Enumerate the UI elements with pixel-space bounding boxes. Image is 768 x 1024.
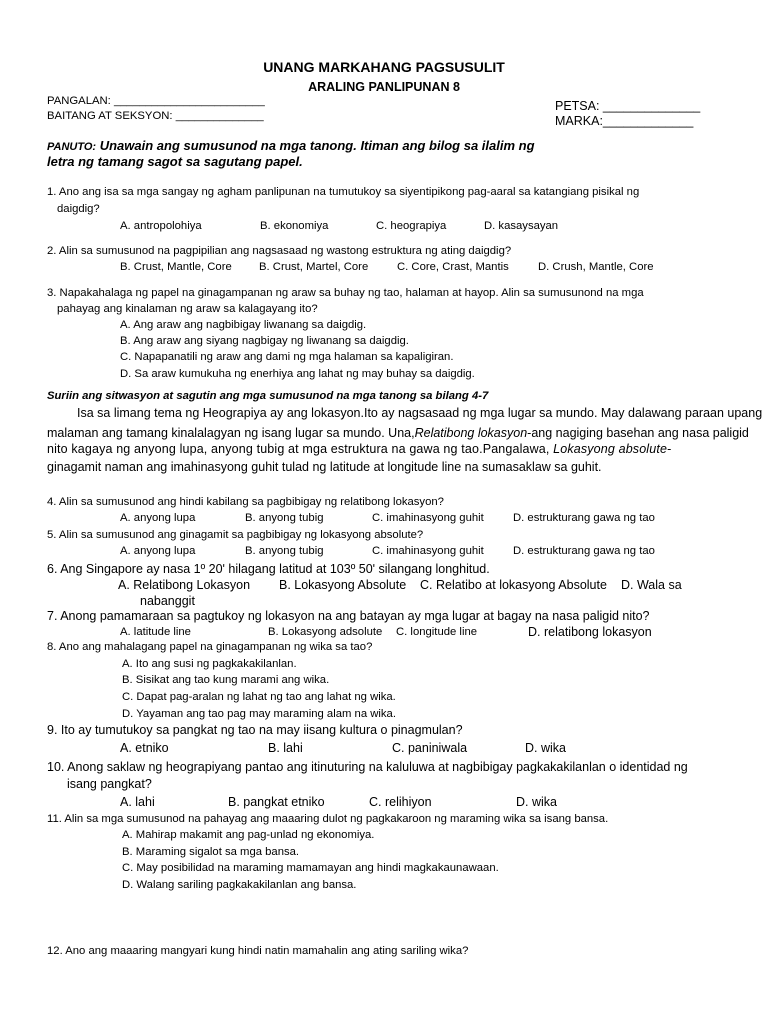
relative-location-term: Relatibong lokasyon [414, 426, 528, 440]
situation-line-1: Isa sa limang tema ng Heograpiya ay ang lokasyon.Ito ay nagsasaad ng mga lugar sa mundo. May dalawang paraan upang [77, 406, 763, 420]
question-3: 3. Napakahalaga ng papel na ginagampanan ng araw sa buhay ng tao, halaman at hayop. Alin sa sumusunond na mga [47, 287, 644, 299]
situation-line-2c: -ang nagiging basehan ang nasa paligid [527, 426, 749, 440]
situation-line-3c: - [667, 442, 672, 456]
q4-choice-a: A. anyong lupa [120, 512, 196, 524]
situation-line-2 [47, 426, 749, 440]
q10-choice-b: B. pangkat etniko [228, 795, 325, 809]
q8-choice-d: D. Yayaman ang tao pag may maraming alam na wika. [122, 708, 396, 720]
q2-choice-b: B. Crust, Martel, Core [259, 261, 369, 273]
q9-choice-b: B. lahi [268, 741, 303, 755]
q8-choice-c: C. Dapat pag-aralan ng lahat ng tao ang lahat ng wika. [122, 691, 396, 703]
q7-choice-b: B. Lokasyong adsolute [268, 626, 383, 638]
grade-section-field: BAITANG AT SEKSYON: ______________ [47, 110, 264, 122]
q10-choice-c: C. relihiyon [369, 795, 432, 809]
question-3-cont: pahayag ang kinalaman ng araw sa kalagayang ito? [57, 303, 318, 315]
question-1-cont: daigdig? [57, 203, 100, 215]
exam-subject: ARALING PANLIPUNAN 8 [308, 80, 460, 94]
question-11: 11. Alin sa mga sumusunod na pahayag ang maaaring dulot ng pagkakaroon ng maraming wika sa isang bansa. [47, 813, 609, 825]
q9-choice-c: C. paniniwala [392, 741, 468, 755]
q1-choice-d: D. kasaysayan [484, 220, 559, 232]
q4-choice-b: B. anyong tubig [245, 512, 324, 524]
q5-choice-a: A. anyong lupa [120, 545, 196, 557]
question-7: 7. Anong pamamaraan sa pagtukoy ng lokasyon na ang batayan ay mga lugar at bagay na nasa paligid nito? [47, 609, 650, 623]
q10-choice-a: A. lahi [120, 795, 155, 809]
instructions-text: Unawain ang sumusunod na mga tanong. Itiman ang bilog sa ilalim ng [96, 138, 535, 153]
situation-heading: Suriin ang sitwasyon at sagutin ang mga sumusunod na mga tanong sa bilang 4-7 [47, 390, 489, 402]
q11-choice-d: D. Walang sariling pagkakakilanlan ang bansa. [122, 879, 357, 891]
q3-choice-c: C. Napapanatili ng araw ang dami ng mga halaman sa kapaligiran. [120, 351, 454, 363]
q7-choice-a: A. latitude line [120, 626, 191, 638]
q3-choice-a: A. Ang araw ang nagbibigay liwanang sa daigdig. [120, 319, 367, 331]
situation-line-3 [47, 442, 671, 456]
instructions-line2: letra ng tamang sagot sa sagutang papel. [47, 154, 303, 169]
question-8: 8. Ano ang mahalagang papel na ginagampanan ng wika sa tao? [47, 641, 373, 653]
question-6: 6. Ang Singapore ay nasa 1º 20ʹ hilagang latitud at 103º 50ʹ silangang longhitud. [47, 562, 490, 576]
situation-line-3a: nito kagaya ng anyong lupa, anyong tubig at mga estruktura na gawa ng tao.Pangalawa, [47, 442, 554, 456]
q6-choice-d: D. Wala sa [621, 578, 682, 592]
q11-choice-b: B. Maraming sigalot sa mga bansa. [122, 846, 300, 858]
name-field: PANGALAN: ________________________ [47, 95, 265, 107]
q6-choice-b: B. Lokasyong Absolute [279, 578, 407, 592]
question-9: 9. Ito ay tumutukoy sa pangkat ng tao na may iisang kultura o pinagmulan? [47, 723, 463, 737]
exam-title: UNANG MARKAHANG PAGSUSULIT [263, 59, 505, 75]
q6-choice-d-cont: nabanggit [140, 594, 195, 608]
q1-choice-c: C. heograpiya [376, 220, 447, 232]
question-10: 10. Anong saklaw ng heograpiyang pantao ang itinuturing na kaluluwa at nagbibigay pagkakakilanlan o identidad ng [47, 760, 688, 774]
date-field: PETSA: ______________ [555, 99, 701, 113]
question-12: 12. Ano ang maaaring mangyari kung hindi natin mamahalin ang ating sariling wika? [47, 945, 469, 957]
instructions-label: PANUTO: [47, 141, 97, 153]
score-field: MARKA:_____________ [555, 114, 694, 128]
q5-choice-d: D. estrukturang gawa ng tao [513, 545, 655, 557]
q2-choice-a: B. Crust, Mantle, Core [120, 261, 232, 273]
q4-choice-d: D. estrukturang gawa ng tao [513, 512, 655, 524]
question-2: 2. Alin sa sumusunod na pagpipilian ang nagsasaad ng wastong estruktura ng ating daigdig? [47, 245, 512, 257]
q4-choice-c: C. imahinasyong guhit [372, 512, 484, 524]
q7-choice-c: C. longitude line [396, 626, 478, 638]
q10-choice-d: D. wika [516, 795, 557, 809]
q1-choice-a: A. antropolohiya [120, 220, 202, 232]
question-5: 5. Alin sa sumusunod ang ginagamit sa pagbibigay ng lokasyong absolute? [47, 529, 424, 541]
q3-choice-d: D. Sa araw kumukuha ng enerhiya ang lahat ng may buhay sa daigdig. [120, 368, 475, 380]
q9-choice-a: A. etniko [120, 741, 169, 755]
q11-choice-c: C. May posibilidad na maraming mamamayan ang hindi magkakaunawaan. [122, 862, 499, 874]
question-10-cont: isang pangkat? [67, 777, 152, 791]
question-4: 4. Alin sa sumusunod ang hindi kabilang sa pagbibigay ng relatibong lokasyon? [47, 496, 444, 508]
situation-line-2a: malaman ang tamang kinalalagyan ng isang lugar sa mundo. Una, [47, 426, 415, 440]
q8-choice-a: A. Ito ang susi ng pagkakakilanlan. [122, 658, 297, 670]
q5-choice-c: C. imahinasyong guhit [372, 545, 484, 557]
q5-choice-b: B. anyong tubig [245, 545, 324, 557]
q9-choice-d: D. wika [525, 741, 566, 755]
q1-choice-b: B. ekonomiya [260, 220, 329, 232]
q8-choice-b: B. Sisikat ang tao kung marami ang wika. [122, 674, 330, 686]
instructions-line1 [47, 138, 535, 153]
question-1: 1. Ano ang isa sa mga sangay ng agham panlipunan na tumutukoy sa siyentipikong pag-aaral sa katangiang pisikal ng [47, 186, 640, 198]
q11-choice-a: A. Mahirap makamit ang pag-unlad ng ekonomiya. [122, 829, 375, 841]
q6-choice-a: A. Relatibong Lokasyon [118, 578, 251, 592]
q2-choice-d: D. Crush, Mantle, Core [538, 261, 654, 273]
q6-choice-c: C. Relatibo at lokasyong Absolute [420, 578, 607, 592]
q7-choice-d: D. relatibong lokasyon [528, 625, 652, 639]
absolute-location-term: Lokasyong absolute [553, 442, 668, 456]
q2-choice-c: C. Core, Crast, Mantis [397, 261, 509, 273]
situation-line-4: ginagamit naman ang imahinasyong guhit tulad ng latitude at longitude line na sumasaklaw sa guhit. [47, 460, 602, 474]
q3-choice-b: B. Ang araw ang siyang nagbigay ng liwanang sa daigdig. [120, 335, 409, 347]
